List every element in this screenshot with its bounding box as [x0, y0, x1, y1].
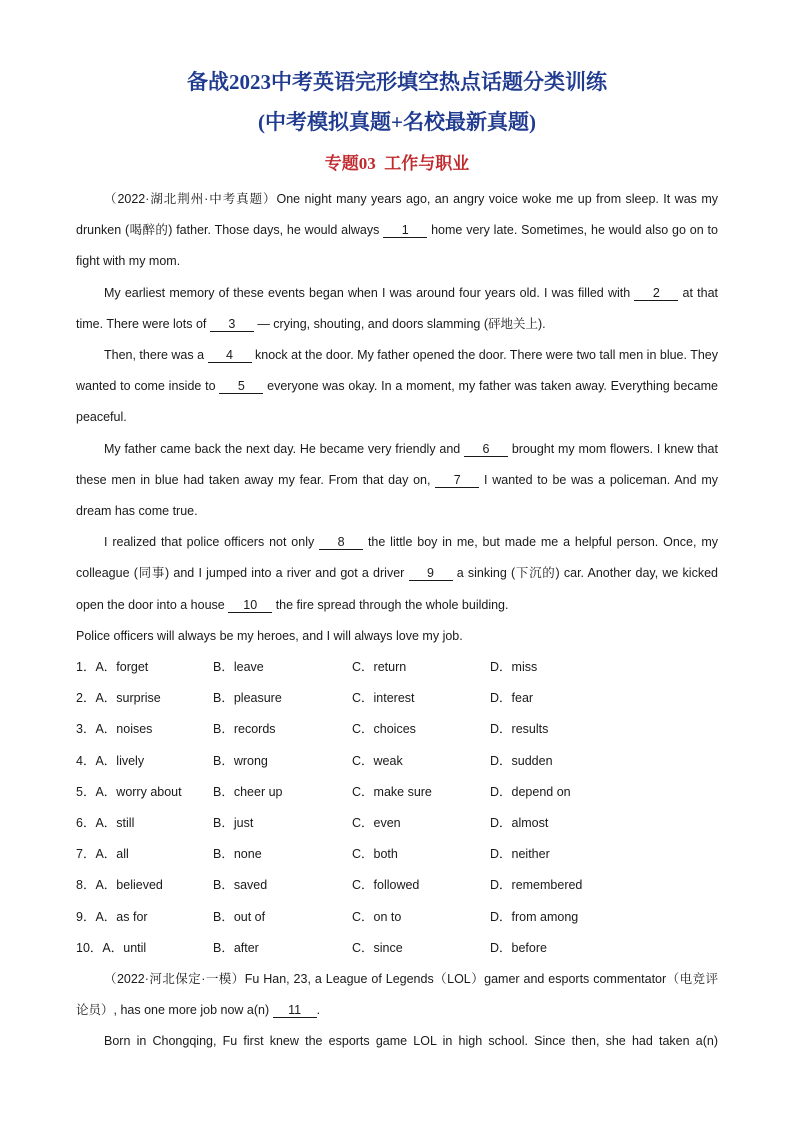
- option-c: C．followed: [352, 878, 420, 893]
- option-a-cell: [76, 652, 213, 683]
- option-c: C．both: [352, 847, 398, 862]
- passage-text: knock at the door. My father opened the door. There were two tall men in blue. They wanted to come inside to: [76, 348, 719, 394]
- topic-heading: 专题03 工作与职业: [324, 154, 470, 173]
- passage-text: My earliest memory of these events began when I was around four years old. I was filled with: [104, 285, 635, 300]
- question-number: 9．: [76, 909, 96, 924]
- passage-text: .: [316, 1003, 321, 1018]
- blank-7: 7: [435, 474, 479, 488]
- option-c: C．return: [352, 660, 407, 675]
- option-a-cell: [76, 714, 213, 745]
- passage-text: everyone was okay. In a moment, my father was taken away. Everything became peaceful.: [76, 379, 718, 425]
- option-c: C．since: [352, 940, 403, 955]
- passage2-paragraph-2: Born in Chongqing, Fu first knew the esports game LOL in high school. Since then, she had taken a(n): [104, 1034, 718, 1049]
- option-b: B．leave: [213, 660, 264, 675]
- blank-3: 3: [210, 318, 254, 332]
- blank-1: 1: [383, 224, 427, 238]
- question-number: 10．: [76, 940, 103, 955]
- option-row-5: [76, 777, 718, 808]
- option-row-10: [76, 933, 718, 964]
- passage-text: I realized that police officers not only: [104, 535, 320, 550]
- option-d: D．sudden: [490, 753, 553, 768]
- option-b: B．cheer up: [213, 784, 283, 799]
- option-c: C．interest: [352, 691, 415, 706]
- option-a: A．until: [102, 940, 147, 955]
- question-number: 8．: [76, 878, 96, 893]
- answer-options: [76, 652, 718, 964]
- option-b: B．just: [213, 815, 254, 830]
- option-row-6: [76, 808, 718, 839]
- passage-text: I wanted to be was a policeman. And my dream has come true.: [76, 472, 718, 519]
- question-number: 1．: [76, 660, 96, 675]
- passage-text: the little boy in me, but made me a helpful person. Once, my colleague (同事) and I jumped into a river and got a driver: [76, 535, 718, 581]
- option-a-cell: [76, 933, 213, 964]
- passage2-paragraph-1: [76, 964, 718, 1026]
- passage1-paragraph-5: [76, 527, 718, 621]
- document-body: [76, 184, 718, 1058]
- option-d: D．depend on: [490, 784, 571, 799]
- option-a-cell: [76, 870, 213, 901]
- option-a: A．still: [95, 815, 135, 830]
- option-d: D．almost: [490, 815, 549, 830]
- blank-4: 4: [208, 349, 252, 363]
- option-d: D．from among: [490, 909, 579, 924]
- passage1-paragraph-1: [76, 184, 718, 278]
- passage-text: brought my mom flowers. I knew that these men in blue had taken away my fear. From that day on,: [76, 441, 718, 487]
- option-a: A．as for: [95, 909, 148, 924]
- option-a: A．forget: [95, 660, 149, 675]
- option-d: D．results: [490, 722, 549, 737]
- option-b: B．saved: [213, 878, 268, 893]
- blank-10: 10: [228, 599, 272, 613]
- option-a: A．all: [95, 847, 129, 862]
- passage-text: a sinking (下沉的) car. Another day, we kicked open the door into a house: [76, 566, 718, 612]
- option-a: A．surprise: [95, 691, 161, 706]
- source-tag: （2022·湖北荆州·中考真题）: [104, 192, 277, 206]
- option-c: C．make sure: [352, 784, 432, 799]
- option-d: D．miss: [490, 660, 538, 675]
- option-d: D．before: [490, 940, 547, 955]
- passage1-paragraph-3: [76, 340, 718, 434]
- blank-9: 9: [409, 567, 453, 581]
- option-d: D．remembered: [490, 878, 583, 893]
- option-a-cell: [76, 746, 213, 777]
- question-number: 2．: [76, 691, 96, 706]
- option-row-2: [76, 683, 718, 714]
- document-title: 备战2023中考英语完形填空热点话题分类训练: [187, 70, 607, 94]
- question-number: 5．: [76, 784, 96, 799]
- option-row-9: [76, 902, 718, 933]
- option-a-cell: [76, 683, 213, 714]
- option-b: B．after: [213, 940, 259, 955]
- option-b: B．out of: [213, 909, 266, 924]
- option-a-cell: [76, 777, 213, 808]
- option-a: A．lively: [95, 753, 145, 768]
- option-d: D．neither: [490, 847, 550, 862]
- option-a: A．believed: [95, 878, 163, 893]
- passage-text: home very late. Sometimes, he would also go on to fight with my mom.: [76, 223, 718, 269]
- passage-text: One night many years ago, an angry voice woke me up from sleep. It was my drunken (喝醉的) father. Those days, he would always: [76, 192, 718, 238]
- option-row-7: [76, 839, 718, 870]
- passage-text: Fu Han, 23, a League of Legends（LOL）gamer and esports commentator（电竞评论员）, has one more job now a(n): [76, 971, 718, 1018]
- passage1-paragraph-2: [76, 278, 718, 340]
- passage-text: — crying, shouting, and doors slamming (砰地关上).: [253, 316, 546, 331]
- option-a-cell: [76, 808, 213, 839]
- blank-6: 6: [464, 443, 508, 457]
- option-c: C．choices: [352, 722, 416, 737]
- option-row-1: [76, 652, 718, 683]
- question-number: 4．: [76, 753, 96, 768]
- question-number: 7．: [76, 847, 96, 862]
- option-row-4: [76, 746, 718, 777]
- option-c: C．weak: [352, 753, 403, 768]
- passage1-paragraph-4: [76, 434, 718, 528]
- option-b: B．pleasure: [213, 691, 282, 706]
- source-tag: （2022·河北保定·一模）: [104, 971, 245, 986]
- passage-text: My father came back the next day. He became very friendly and: [104, 441, 465, 456]
- option-b: B．wrong: [213, 753, 268, 768]
- option-b: B．none: [213, 847, 262, 862]
- passage-text: the fire spread through the whole building.: [272, 597, 509, 612]
- option-c: C．even: [352, 815, 401, 830]
- option-d: D．fear: [490, 691, 534, 706]
- blank-8: 8: [319, 536, 363, 550]
- option-a-cell: [76, 902, 213, 933]
- option-a-cell: [76, 839, 213, 870]
- option-row-8: [76, 870, 718, 901]
- option-row-3: [76, 714, 718, 745]
- option-a: A．worry about: [95, 784, 182, 799]
- passage-text: Then, there was a: [104, 348, 208, 363]
- passage1-paragraph-6: Police officers will always be my heroes, and I will always love my job.: [76, 628, 463, 643]
- passage-text: at that time. There were lots of: [76, 285, 718, 331]
- document-subtitle: (中考模拟真题+名校最新真题): [258, 110, 536, 134]
- option-a: A．noises: [95, 722, 153, 737]
- option-b: B．records: [213, 722, 276, 737]
- blank-11: 11: [273, 1004, 317, 1018]
- blank-5: 5: [219, 380, 263, 394]
- blank-2: 2: [634, 287, 678, 301]
- question-number: 3．: [76, 722, 96, 737]
- question-number: 6．: [76, 815, 96, 830]
- option-c: C．on to: [352, 909, 402, 924]
